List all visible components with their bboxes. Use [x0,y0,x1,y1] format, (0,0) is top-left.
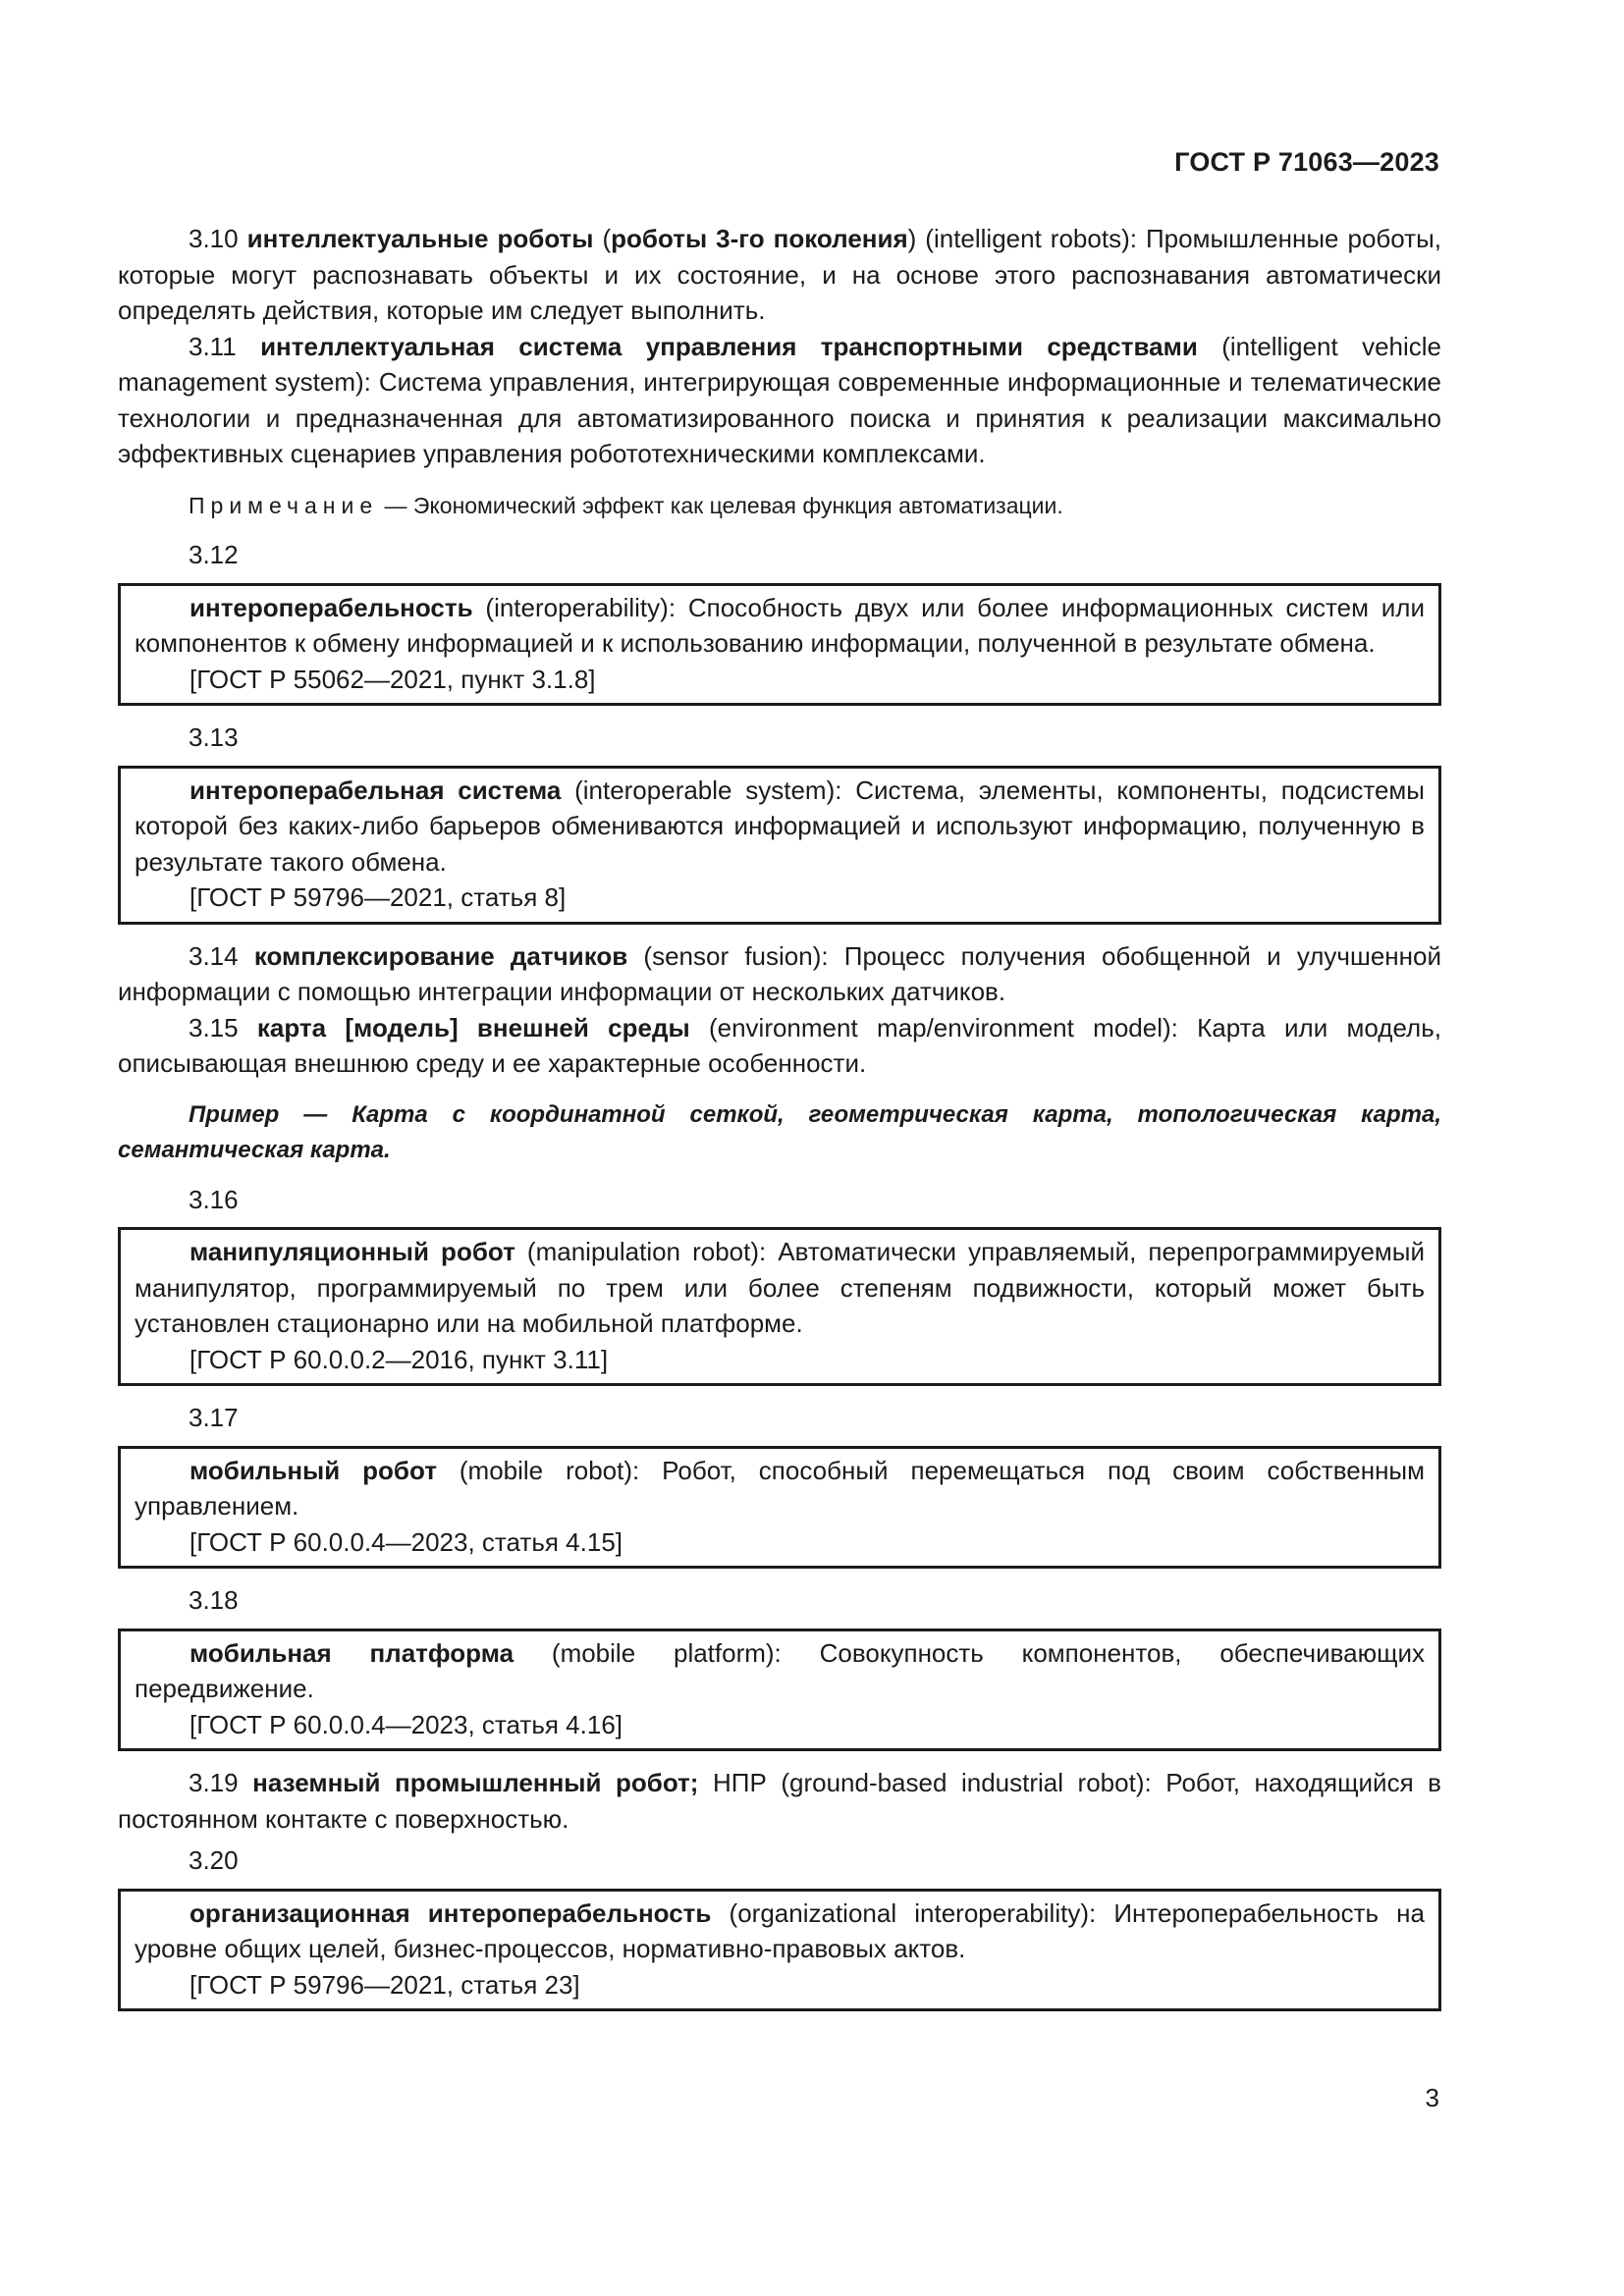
term-name: мобильный робот [189,1455,437,1485]
paren-open: ( [593,224,612,253]
source-reference: [ГОСТ Р 55062—2021, пункт 3.1.8] [189,664,596,694]
source-reference: [ГОСТ Р 59796—2021, статья 23] [189,1969,580,2000]
note-text: — Экономический эффект как целевая функция автоматизации. [378,492,1063,518]
term-name: интеллектуальные роботы [246,224,594,253]
term-box-3-13 [118,766,1441,925]
terms-section [118,221,1441,2025]
entry-number-3-16: 3.16 [189,1184,239,1214]
source-reference: [ГОСТ Р 60.0.0.2—2016, пункт 3.11] [189,1344,609,1374]
term-synonym: роботы 3-го поколения [611,224,908,253]
term-name: комплексирование датчиков [253,940,628,971]
entry-number-3-17: 3.17 [189,1403,239,1432]
entry-number: 3.15 [189,1012,239,1042]
term-definition: ) (intelligent robots): Промышленные роботы, которые могут распознавать объекты и их состояние, и на основе этого распознавания автоматически определять действия, которые им следует выполнить. [118,224,1442,325]
entry-number-3-18: 3.18 [189,1585,239,1615]
term-definition: НПР (ground-based industrial robot): Робот, находящийся в постоянном контакте с поверхностью. [118,1768,1441,1834]
term-box-3-18 [118,1629,1441,1752]
term-name: интероперабельность [189,592,473,622]
term-box-3-16 [118,1227,1441,1386]
term-entry-3-14 [118,938,1441,1010]
page-number: 3 [1425,2083,1439,2112]
term-definition: (manipulation robot): Автоматически управляемый, перепрограммируемый манипулятор, программируемый по трем или более степеням подвижности, который может быть установлен стационарно или на мобильной платформе. [135,1237,1425,1338]
term-name: интеллектуальная система управления транспортными средствами [260,331,1198,361]
term-box-3-20 [118,1889,1441,2012]
term-name: мобильная платформа [189,1637,514,1668]
source-reference: [ГОСТ Р 60.0.0.4—2023, статья 4.16] [189,1709,623,1739]
term-definition: (mobile robot): Робот, способный перемещаться под своим собственным управлением. [135,1455,1425,1521]
entry-number: 3.19 [189,1768,239,1797]
entry-number: 3.14 [189,940,239,971]
entry-number-3-20: 3.20 [189,1845,239,1875]
term-definition: (organizational interoperability): Интероперабельность на уровне общих целей, бизнес-процессов, нормативно-правовых актов. [135,1897,1426,1963]
term-definition: (intelligent vehicle management system): Система управления, интегрирующая современные информационные и телематические технологии и предназначенная для автоматизированного поиска и принятия к реализации максимально эффективных сценариев управления робототехническими комплексами. [118,331,1442,468]
document-code: ГОСТ Р 71063—2023 [1174,147,1439,177]
term-definition: (mobile platform): Совокупность компонентов, обеспечивающих передвижение. [135,1637,1425,1703]
term-definition-paragraph [135,1635,1425,1707]
term-entry-3-15 [118,1010,1441,1082]
source-reference: [ГОСТ Р 59796—2021, статья 8] [189,882,567,912]
term-box-3-17 [118,1446,1441,1570]
term-name: интероперабельная система [189,774,562,805]
term-name: наземный промышленный робот; [252,1768,699,1797]
term-entry-3-19 [118,1765,1441,1837]
entry-number-3-12: 3.12 [189,540,239,569]
term-name: карта [модель] внешней среды [256,1012,690,1042]
term-definition: (interoperable system): Система, элементы, компоненты, подсистемы которой без каких-либо барьеров обмениваются информацией и используют информацию, полученную в результате такого обмена. [135,774,1425,877]
term-definition-paragraph [135,1453,1425,1524]
term-name: организационная интероперабельность [189,1897,712,1928]
example-text: Пример — Карта с координатной сеткой, геометрическая карта, топологическая карта, семантическая карта. [118,1100,1441,1163]
note [118,488,1441,524]
note-label: Примечание [189,492,379,518]
term-definition-paragraph [135,773,1425,881]
term-definition: (sensor fusion): Процесс получения обобщенной и улучшенной информации с помощью интеграции информации от нескольких датчиков. [118,940,1441,1006]
term-box-3-12 [118,583,1441,707]
entry-number: 3.11 [189,331,237,361]
term-entry-3-11 [118,329,1441,472]
term-entry-3-10 [118,221,1441,329]
term-definition-paragraph [135,1234,1425,1342]
entry-number: 3.10 [189,224,239,253]
source-reference: [ГОСТ Р 60.0.0.4—2023, статья 4.15] [189,1526,623,1557]
term-definition: (environment map/environment model): Карта или модель, описывающая внешнюю среду и ее характерные особенности. [118,1012,1441,1078]
term-definition: (interoperability): Способность двух или более информационных систем или компонентов к обмену информацией и к использованию информации, полученной в результате обмена. [135,592,1425,658]
term-name: манипуляционный робот [189,1237,515,1266]
term-definition-paragraph [135,1896,1425,1967]
term-definition-paragraph [135,590,1425,662]
entry-number-3-13: 3.13 [189,722,239,752]
